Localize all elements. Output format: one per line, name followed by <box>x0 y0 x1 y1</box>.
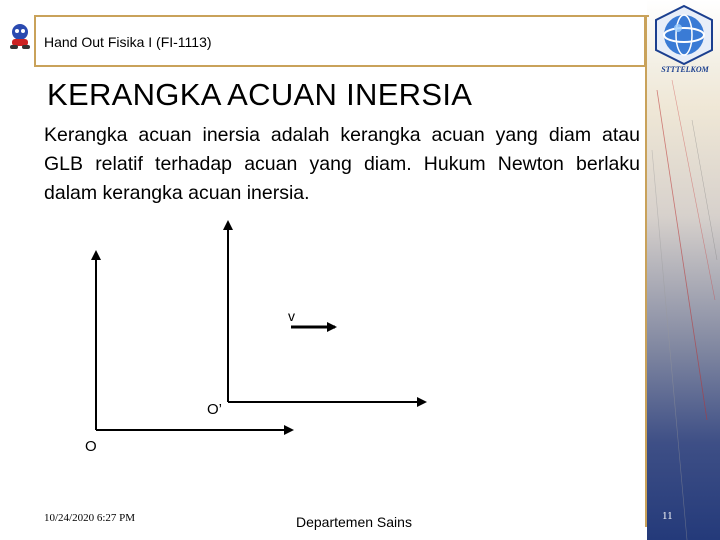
course-title: Hand Out Fisika I (FI-1113) <box>44 34 212 50</box>
footer-date: 10/24/2020 6:27 PM <box>44 512 136 524</box>
footer-department: Departemen Sains <box>296 514 412 530</box>
page-number: 11 <box>662 510 673 522</box>
velocity-label: v <box>288 308 295 324</box>
slide-body-text: Kerangka acuan inersia adalah kerangka acuan yang diam atau GLB relatif terhadap acuan yang diam. Hukum Newton berlaku dalam kerangka acuan inersia. <box>44 124 640 204</box>
origin-label: O <box>85 438 97 455</box>
brand-wordmark: STTTELKOM <box>661 65 709 74</box>
slide-title: KERANGKA ACUAN INERSIA <box>47 77 473 112</box>
moving-origin-label: O’ <box>207 401 222 418</box>
